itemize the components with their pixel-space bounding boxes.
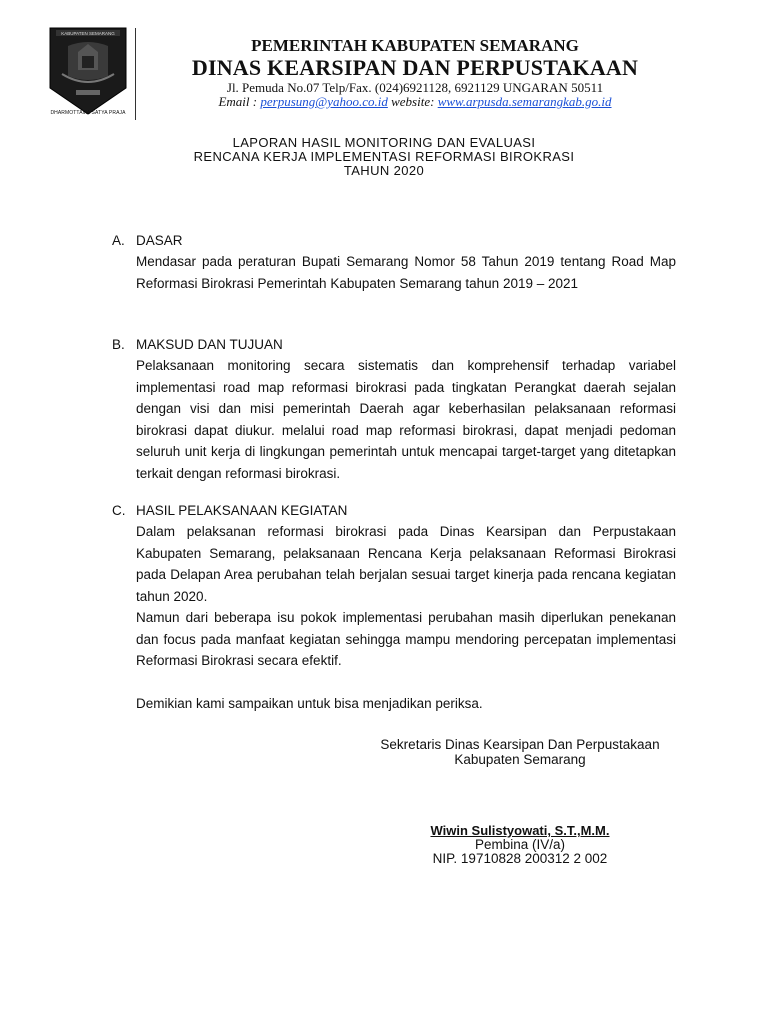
kabupaten-semarang-emblem-icon [48, 26, 128, 116]
office-address: Jl. Pemuda No.07 Telp/Fax. (024)6921128, 6921129 UNGARAN 50511 [226, 80, 604, 95]
signer-name: Wiwin Sulistyowati, S.T.,M.M. [430, 823, 610, 838]
header-divider [135, 28, 136, 120]
report-title-line-1: LAPORAN HASIL MONITORING DAN EVALUASI [232, 135, 536, 150]
signatory-position-line-2: Kabupaten Semarang [454, 752, 586, 767]
email-link[interactable]: perpusung@yahoo.co.id [260, 94, 388, 109]
signer-rank: Pembina (IV/a) [474, 837, 566, 852]
section-c-letter: C. [112, 503, 126, 518]
section-b-heading [112, 337, 283, 352]
section-a-title: DASAR [136, 233, 183, 248]
report-title-line-3: TAHUN 2020 [343, 163, 425, 178]
section-c-text-1: Dalam pelaksanan reformasi birokrasi pada Dinas Kearsipan dan Perpustakaan Kabupaten Semarang, pelaksanaan Rencana Kerja pelaksanaan Reformasi Birokrasi pada Delapan Area perubahan telah berjalan sesuai target kinerja pada rencana kegiatan tahun 2020. [136, 524, 676, 604]
closing-statement: Demikian kami sampaikan untuk bisa menjadikan periksa. [136, 696, 483, 711]
section-a-letter: A. [112, 233, 125, 248]
website-link[interactable]: www.arpusda.semarangkab.go.id [437, 94, 612, 109]
office-name: DINAS KEARSIPAN DAN PERPUSTAKAAN [191, 55, 639, 80]
section-a-text: Mendasar pada peraturan Bupati Semarang Nomor 58 Tahun 2019 tentang Road Map Reformasi Birokrasi Pemerintah Kabupaten Semarang tahun 2019 – 2021 [136, 254, 676, 291]
section-b-text: Pelaksanaan monitoring secara sistematis dan komprehensif terhadap variabel implementasi road map reformasi birokrasi pada tingkatan Perangkat daerah sejalan dengan visi dan misi pemerintah Daerah agar keberhasilan pelaksanaan reformasi birokrasi dapat diukur. melalui road map reformasi birokrasi, dapat menjadi pedoman seluruh unit kerja di lingkungan pemerintah untuk mencapai target-target yang ditetapkan terkait dengan reformasi birokrasi. [136, 358, 676, 481]
section-b-title: MAKSUD DAN TUJUAN [136, 337, 283, 352]
signatory-position [360, 737, 680, 767]
section-c-heading [112, 503, 347, 518]
section-c-title: HASIL PELAKSANAAN KEGIATAN [136, 503, 348, 518]
section-c-text-2: Namun dari beberapa isu pokok implementasi perubahan masih diperlukan penekanan dan focus pada manfaat kegiatan sehingga mampu mendoring percepatan implementasi Reformasi Birokrasi secara efektif. [136, 610, 676, 668]
section-b-letter: B. [112, 337, 125, 352]
section-a-heading [112, 233, 183, 248]
signatory-position-line-1: Sekretaris Dinas Kearsipan Dan Perpustakaan [380, 737, 660, 752]
contact-line [140, 94, 690, 110]
logo-motto: DHARMOTTAMA SATYA PRAJA [50, 110, 126, 116]
logo-top-text: KABUPATEN SEMARANG [61, 31, 115, 36]
government-name: PEMERINTAH KABUPATEN SEMARANG [251, 36, 579, 55]
signer-nip: NIP. 19710828 200312 2 002 [432, 851, 608, 866]
website-label: website: [387, 94, 438, 109]
email-label: Email : [218, 94, 261, 109]
report-title-line-2: RENCANA KERJA IMPLEMENTASI REFORMASI BIROKRASI [193, 149, 575, 164]
